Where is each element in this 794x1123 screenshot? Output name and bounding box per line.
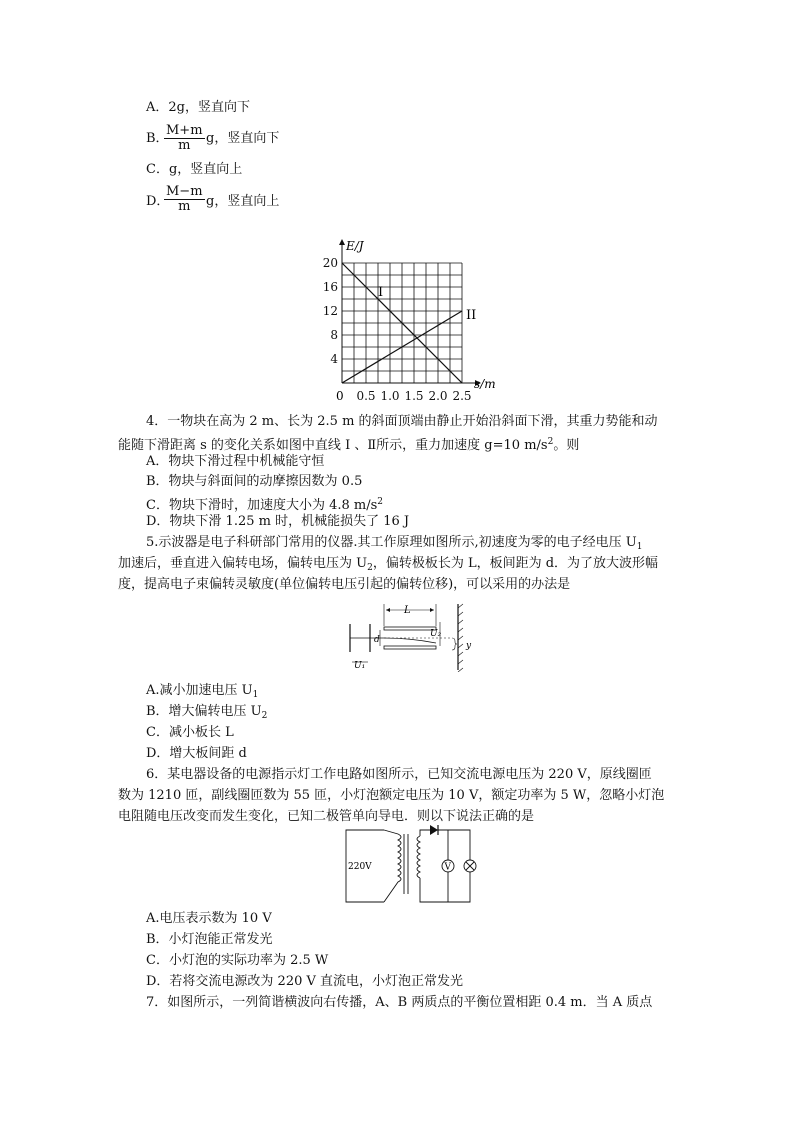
y-tick-label: 8 bbox=[330, 328, 338, 342]
line-2-label: II bbox=[466, 308, 477, 323]
voltmeter-label: V bbox=[444, 862, 451, 873]
q6-stem-line-3: 电阻随电压改变而发生变化，已知二极管单向导电．则以下说法正确的是 bbox=[118, 809, 535, 824]
q4-option-d: D．物块下滑 1.25 m 时，机械能损失了 16 J bbox=[146, 514, 410, 529]
q4-stem-line-2 bbox=[118, 434, 579, 454]
q3-option-a: A．2g，竖直向下 bbox=[146, 100, 250, 115]
q7-stem-line-1: 7．如图所示，一列简谐横波向右传播，A、B 两质点的平衡位置相距 0.4 m．当 A 质点 bbox=[146, 995, 653, 1010]
q3-option-b-prefix: B． bbox=[146, 131, 169, 146]
q6-option-c: C．小灯泡的实际功率为 2.5 W bbox=[146, 953, 329, 968]
q5-stem-line-2-end: ，偏转极板长为 L，板间距为 d．为了放大波形幅 bbox=[372, 556, 659, 571]
x-tick-label: 2.0 bbox=[428, 389, 448, 403]
q4-stem-line-2-end: 。则 bbox=[553, 438, 580, 453]
top-deflection-plate bbox=[384, 627, 436, 630]
label-U2: U₂ bbox=[430, 629, 442, 639]
q5-option-b bbox=[146, 704, 267, 724]
q5-option-c: C．减小板长 L bbox=[146, 725, 234, 740]
y-brace bbox=[452, 638, 457, 650]
q4-option-c-sup: 2 bbox=[377, 497, 383, 507]
q4-stem-line-2-text: 能随下滑距离 s 的变化关系如图中直线 Ⅰ 、Ⅱ所示，重力加速度 g=10 m/s bbox=[118, 438, 548, 453]
energy-distance-chart bbox=[310, 238, 510, 410]
label-L: L bbox=[404, 605, 411, 616]
q4-stem-line-2-sup: 2 bbox=[547, 437, 554, 447]
q6-option-d: D．若将交流电源改为 220 V 直流电，小灯泡正常发光 bbox=[146, 974, 464, 989]
q5-option-b-sub: 2 bbox=[261, 711, 268, 721]
q5-stem-line-1 bbox=[146, 535, 643, 555]
q3-option-b-numerator: M+m bbox=[166, 123, 203, 138]
source-voltage-label: 220V bbox=[348, 862, 372, 872]
q4-option-a: A．物块下滑过程中机械能守恒 bbox=[146, 454, 325, 469]
secondary-coil bbox=[417, 836, 420, 878]
oscilloscope-diagram bbox=[340, 600, 480, 672]
transformer-circuit bbox=[340, 822, 480, 908]
q3-option-d-fraction bbox=[164, 185, 205, 214]
y-tick-label: 12 bbox=[322, 304, 338, 318]
x-tick-label: 2.5 bbox=[452, 389, 472, 403]
x-axis-label: s/m bbox=[474, 377, 496, 391]
x-tick-label: 1.0 bbox=[380, 389, 400, 403]
q3-option-d-numerator: M−m bbox=[166, 184, 203, 199]
q6-stem-line-2: 数为 1210 匝，副线圈匝数为 55 匝，小灯泡额定电压为 10 V，额定功率为 5 W，忽略小灯泡 bbox=[118, 788, 665, 803]
q5-stem-line-1-text: 5.示波器是电子科研部门常用的仪器.其工作原理如图所示,初速度为零的电子经电压 U bbox=[146, 535, 637, 550]
q6-option-a: A.电压表示数为 10 V bbox=[146, 911, 272, 926]
deflected-beam bbox=[384, 638, 436, 643]
q3-option-d-suffix: g，竖直向上 bbox=[206, 194, 280, 209]
label-y: y bbox=[466, 641, 472, 651]
label-U1: U₁ bbox=[354, 661, 366, 671]
primary-coil bbox=[384, 830, 401, 902]
bottom-deflection-plate bbox=[384, 646, 436, 649]
q5-stem-line-2-text: 加速后，垂直进入偏转电场，偏转电压为 U bbox=[118, 556, 368, 571]
q5-stem-line-2-sub: 2 bbox=[367, 563, 373, 573]
q3-option-b-suffix: g，竖直向下 bbox=[206, 131, 280, 146]
q3-option-b-denominator: m bbox=[178, 138, 191, 153]
q3-option-d-denominator: m bbox=[178, 199, 191, 214]
diode bbox=[430, 825, 438, 835]
q5-option-d: D．增大板间距 d bbox=[146, 746, 247, 761]
q5-option-b-text: B．增大偏转电压 U bbox=[146, 704, 262, 719]
origin-label: 0 bbox=[336, 389, 344, 403]
x-tick-label: 1.5 bbox=[404, 389, 424, 403]
q3-option-b-fraction bbox=[164, 124, 205, 153]
q4-option-c bbox=[146, 494, 383, 514]
q3-option-c: C．g，竖直向上 bbox=[146, 162, 243, 177]
x-tick-label: 0.5 bbox=[356, 389, 376, 403]
screen-hatch bbox=[458, 604, 463, 672]
y-tick-label: 4 bbox=[330, 352, 338, 366]
q5-option-a-text: A.减小加速电压 U bbox=[146, 683, 253, 698]
q5-option-a-sub: 1 bbox=[252, 690, 259, 700]
q5-stem-line-1-sub: 1 bbox=[636, 542, 643, 552]
y-axis-label: E/J bbox=[346, 239, 364, 253]
q6-stem-line-1: 6．某电器设备的电源指示灯工作电路如图所示，已知交流电源电压为 220 V，原线圈匝 bbox=[146, 767, 652, 782]
q4-option-c-text: C．物块下滑时，加速度大小为 4.8 m/s bbox=[146, 498, 378, 513]
label-d: d bbox=[374, 635, 380, 645]
y-tick-label: 16 bbox=[322, 280, 338, 294]
q5-option-a bbox=[146, 683, 258, 703]
q4-option-b: B．物块与斜面间的动摩擦因数为 0.5 bbox=[146, 474, 363, 489]
q4-stem-line-1: 4．一物块在高为 2 m、长为 2.5 m 的斜面顶端由静止开始沿斜面下滑，其重力势能和动 bbox=[146, 414, 658, 429]
q5-stem-line-2 bbox=[118, 556, 658, 576]
q5-stem-line-3: 度，提高电子束偏转灵敏度(单位偏转电压引起的偏转位移)，可以采用的办法是 bbox=[118, 577, 571, 592]
y-tick-label: 20 bbox=[322, 256, 338, 270]
line-1-label: I bbox=[378, 285, 384, 300]
q3-option-d-prefix: D． bbox=[146, 194, 170, 209]
q6-option-b: B．小灯泡能正常发光 bbox=[146, 932, 273, 947]
